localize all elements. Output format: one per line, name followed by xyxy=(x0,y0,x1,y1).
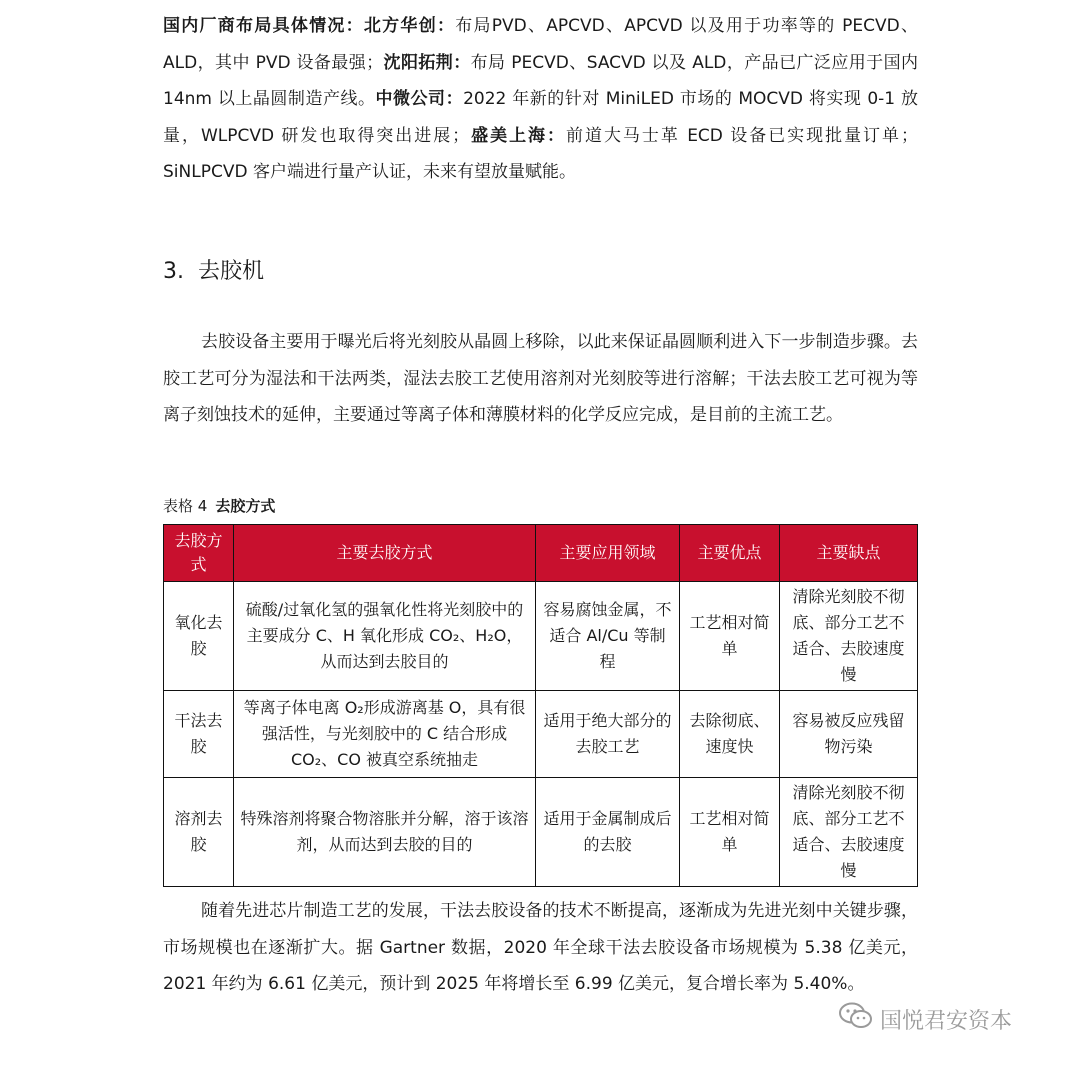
table-row xyxy=(164,778,918,887)
method-table xyxy=(163,524,918,887)
description-paragraph: 去胶设备主要用于曝光后将光刻胶从晶圆上移除，以此来保证晶圆顺利进入下一步制造步骤。去胶工艺可分为湿法和干法两类，湿法去胶工艺使用溶剂对光刻胶等进行溶解；干法去胶工艺可视为等离子刻蚀技术的延伸，主要通过等离子体和薄膜材料的化学反应完成，是目前的主流工艺。 xyxy=(163,332,918,425)
company-name-amec: 中微公司： xyxy=(375,89,464,109)
disadvantage-cell: 清除光刻胶不彻底、部分工艺不适合、去胶速度慢 xyxy=(780,582,918,691)
table-caption xyxy=(163,494,275,518)
process-cell: 硫酸/过氧化氢的强氧化性将光刻胶中的主要成分 C、H 氧化形成 CO₂、H₂O，从而达到去胶目的 xyxy=(234,582,536,691)
header-cell: 主要去胶方式 xyxy=(234,525,536,582)
watermark xyxy=(838,1001,1012,1037)
table-row xyxy=(164,582,918,691)
table-caption-label: 表格 4 xyxy=(163,497,208,515)
company-desc-amec: 2022 年新的针对 MiniLED 市场的 MOCVD 将实现 0-1 放量，WLPCVD 研发也取得突出进展； xyxy=(163,89,919,146)
wechat-icon xyxy=(838,1001,880,1037)
advantage-cell: 去除彻底、速度快 xyxy=(680,691,780,778)
application-cell: 容易腐蚀金属，不适合 Al/Cu 等制程 xyxy=(536,582,680,691)
method-cell: 干法去胶 xyxy=(164,691,234,778)
company-desc-acm: 前道大马士革 ECD 设备已实现批量订单；SiNLPCVD 客户端进行量产认证，未来有望放量赋能。 xyxy=(163,125,919,182)
company-name-piotech: 沈阳拓荆： xyxy=(383,52,471,73)
watermark-text: 国悦君安资本 xyxy=(880,1008,1013,1034)
intro-paragraph xyxy=(163,8,918,191)
table-header-row xyxy=(164,525,918,582)
header-cell: 去胶方式 xyxy=(164,525,234,582)
company-name-naura: 北方华创： xyxy=(363,16,456,36)
method-cell: 氧化去胶 xyxy=(164,582,234,691)
advantage-cell: 工艺相对简单 xyxy=(680,582,780,691)
intro-lead: 国内厂商布局具体情况： xyxy=(163,16,364,36)
conclusion-paragraph: 随着先进芯片制造工艺的发展，干法去胶设备的技术不断提高，逐渐成为先进光刻中关键步骤，市场规模也在逐渐扩大。据 Gartner 数据，2020 年全球干法去胶设备市场规模为 5.38 亿美元，2021 年约为 6.61 亿美元，预计到 2025 年将增长至 6.99 亿美元，复合增长率为 5.40%。 xyxy=(163,901,918,994)
header-cell: 主要优点 xyxy=(680,525,780,582)
company-desc-naura: 布局PVD、APCVD、APCVD 以及用于功率等的 PECVD、ALD，其中 PVD 设备最强； xyxy=(163,16,919,73)
table-row xyxy=(164,691,918,778)
section-title: 去胶机 xyxy=(198,259,265,284)
disadvantage-cell: 容易被反应残留物污染 xyxy=(780,691,918,778)
header-cell: 主要缺点 xyxy=(780,525,918,582)
company-desc-piotech: 布局 PECVD、SACVD 以及 ALD，产品已广泛应用于国内 14nm 以上晶圆制造产线。 xyxy=(163,52,918,109)
application-cell: 适用于绝大部分的去胶工艺 xyxy=(536,691,680,778)
section-heading xyxy=(163,254,264,290)
advantage-cell: 工艺相对简单 xyxy=(680,778,780,887)
company-name-acm: 盛美上海： xyxy=(469,125,566,146)
application-cell: 适用于金属制成后的去胶 xyxy=(536,778,680,887)
disadvantage-cell: 清除光刻胶不彻底、部分工艺不适合、去胶速度慢 xyxy=(780,778,918,887)
process-cell: 等离子体电离 O₂形成游离基 O，具有很强活性，与光刻胶中的 C 结合形成 CO₂、CO 被真空系统抽走 xyxy=(234,691,536,778)
process-cell: 特殊溶剂将聚合物溶胀并分解，溶于该溶剂，从而达到去胶的目的 xyxy=(234,778,536,887)
table-caption-title: 去胶方式 xyxy=(215,497,276,515)
method-cell: 溶剂去胶 xyxy=(164,778,234,887)
section-number: 3. xyxy=(163,259,184,284)
header-cell: 主要应用领域 xyxy=(536,525,680,582)
